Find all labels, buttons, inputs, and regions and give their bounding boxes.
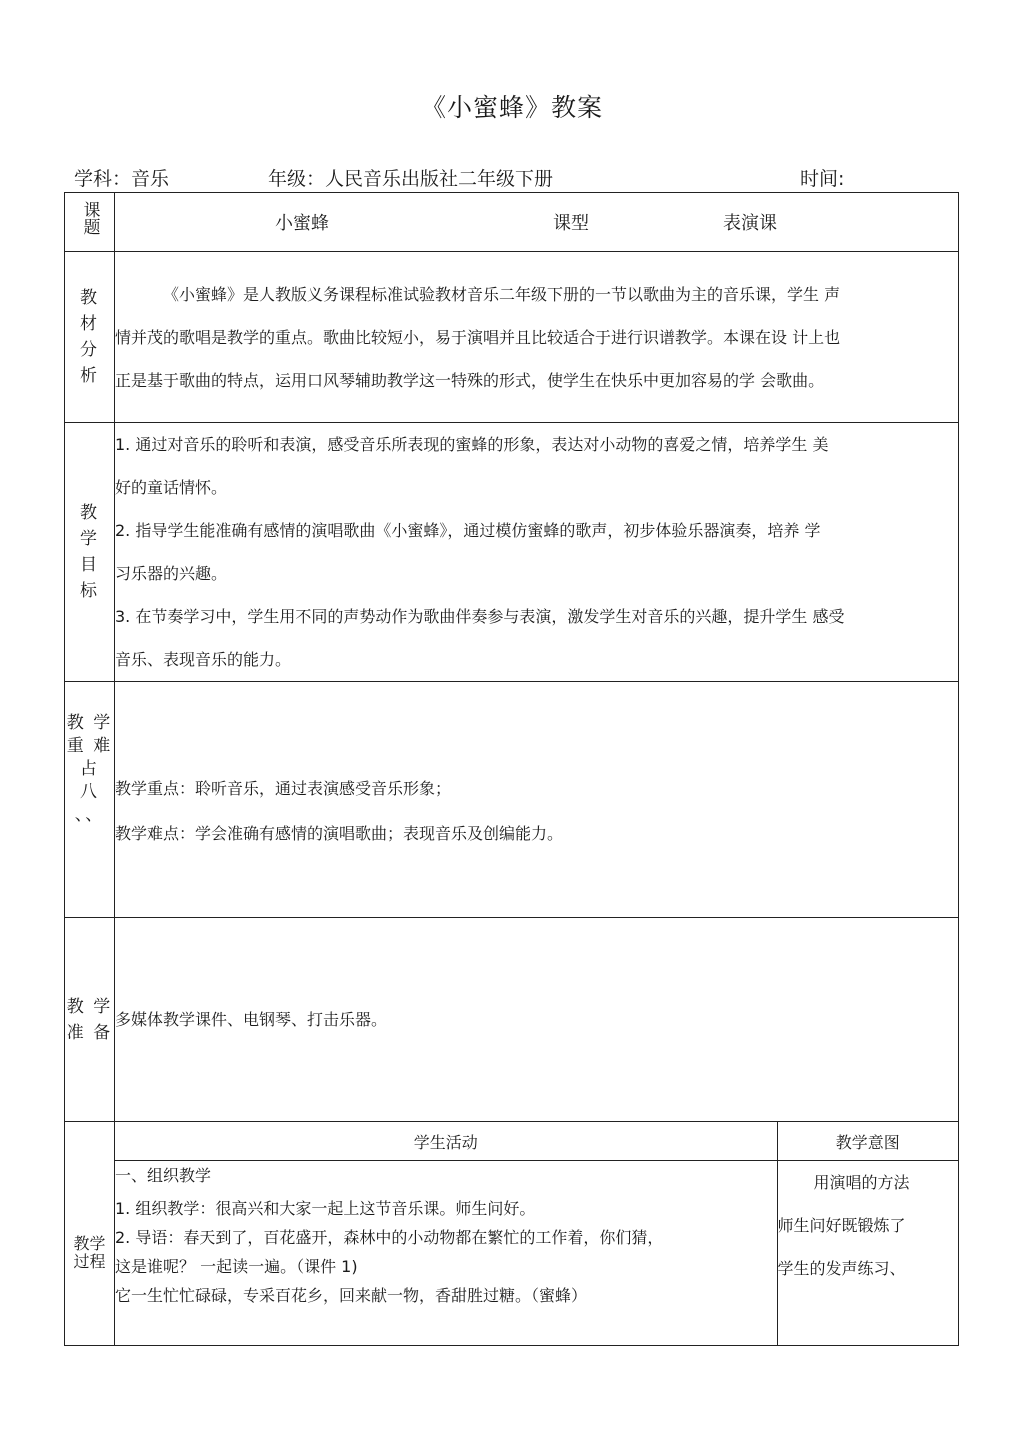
- activity-line: 这是谁呢？ 一起读一遍。（课件 1): [115, 1257, 358, 1276]
- goal-line: 习乐器的兴趣。: [115, 564, 228, 583]
- student-activity-header: 学生活动: [115, 1122, 777, 1161]
- goal-line: 1. 通过对音乐的聆听和表演，感受音乐所表现的蜜蜂的形象，表达对小动物的喜爱之情，培养学生 美: [115, 435, 829, 454]
- keypoints-label-cell: [65, 682, 115, 918]
- topic-value: 小蜜蜂: [275, 213, 329, 234]
- material-label-cell: [65, 252, 115, 423]
- activity-line: 它一生忙忙碌碌，专采百花乡，回来献一物，香甜胜过糖。（蜜蜂）: [115, 1286, 588, 1305]
- keypoints-content-cell: [115, 682, 959, 918]
- material-label: 教材 分析: [80, 288, 103, 386]
- lesson-type-value: 表演课: [723, 213, 777, 234]
- goals-label-cell: [65, 423, 115, 682]
- goal-line: 好的童话情怀。: [115, 478, 228, 497]
- process-row: [65, 1122, 959, 1346]
- activity-line: 2. 导语：春天到了，百花盛开，森林中的小动物都在繁忙的工作着，你们猜，: [115, 1228, 664, 1247]
- goal-line: 音乐、表现音乐的能力。: [115, 650, 292, 669]
- keypoint-line: 教学难点：学会准确有感情的演唱歌曲；表现音乐及创编能力。: [115, 824, 564, 843]
- process-header-row: [115, 1122, 958, 1161]
- material-line: 《小蜜蜂》是人教版义务课程标准试验教材音乐二年级下册的一节以歌曲为主的音乐课，学生 声: [163, 284, 841, 304]
- process-table: [115, 1122, 958, 1345]
- keypoints-label: 教 学 重 难 占 八 、、: [66, 713, 113, 825]
- intent-line: 用演唱的方法: [813, 1173, 910, 1192]
- prep-content-cell: [115, 918, 959, 1122]
- prep-row: [65, 918, 959, 1122]
- goal-line: 3. 在节奏学习中，学生用不同的声势动作为歌曲伴奏参与表演，激发学生对音乐的兴趣，提升学生 感受: [115, 607, 845, 626]
- activity-line: 一、组织教学: [115, 1166, 212, 1185]
- process-content-cell: [115, 1122, 959, 1346]
- material-row: [65, 252, 959, 423]
- goals-row: [65, 423, 959, 682]
- meta-grade: 年级：人民音乐出版社二年级下册: [268, 168, 554, 190]
- topic-row: [65, 193, 959, 252]
- material-line: 正是基于歌曲的特点，运用口风琴辅助教学这一特殊的形式，使学生在快乐中更加容易的学 会歌曲。: [115, 370, 825, 390]
- prep-label-cell: [65, 918, 115, 1122]
- material-content-cell: [115, 252, 959, 423]
- process-body-row: [115, 1161, 958, 1345]
- topic-label: 课题: [79, 201, 100, 235]
- goals-label: 教学 目标: [80, 503, 103, 601]
- topic-label-cell: [65, 193, 115, 252]
- student-activity-cell: [115, 1161, 777, 1345]
- teaching-intent-cell: [777, 1161, 958, 1345]
- material-line: 情并茂的歌唱是教学的重点。歌曲比较短小，易于演唱并且比较适合于进行识谱教学。本课在设 计上也: [115, 327, 841, 347]
- keypoint-line: 教学重点：聆听音乐，通过表演感受音乐形象；: [115, 779, 452, 798]
- keypoints-row: [65, 682, 959, 918]
- prep-label: 教 学 准 备: [66, 996, 113, 1043]
- process-label: 教学 过程: [73, 1234, 106, 1272]
- topic-content-cell: [115, 193, 959, 252]
- goal-line: 2. 指导学生能准确有感情的演唱歌曲《小蜜蜂》，通过模仿蜜蜂的歌声，初步体验乐器演奏，培养 学: [115, 521, 821, 540]
- lesson-plan-table: [64, 192, 959, 1346]
- activity-line: 1. 组织教学：很高兴和大家一起上这节音乐课。师生问好。: [115, 1199, 536, 1218]
- prep-text: 多媒体教学课件、电钢琴、打击乐器。: [115, 1010, 388, 1029]
- teaching-intent-header: 教学意图: [777, 1122, 958, 1161]
- meta-time: 时间:: [800, 168, 845, 190]
- process-label-cell: [65, 1122, 115, 1346]
- intent-line: 师生问好既锻炼了: [777, 1216, 906, 1235]
- intent-line: 学生的发声练习、: [777, 1259, 906, 1278]
- goals-content-cell: [115, 423, 959, 682]
- document-title: 《小蜜蜂》教案: [420, 93, 603, 122]
- meta-subject: 学科：音乐: [74, 168, 170, 190]
- lesson-type-label: 课型: [553, 213, 589, 234]
